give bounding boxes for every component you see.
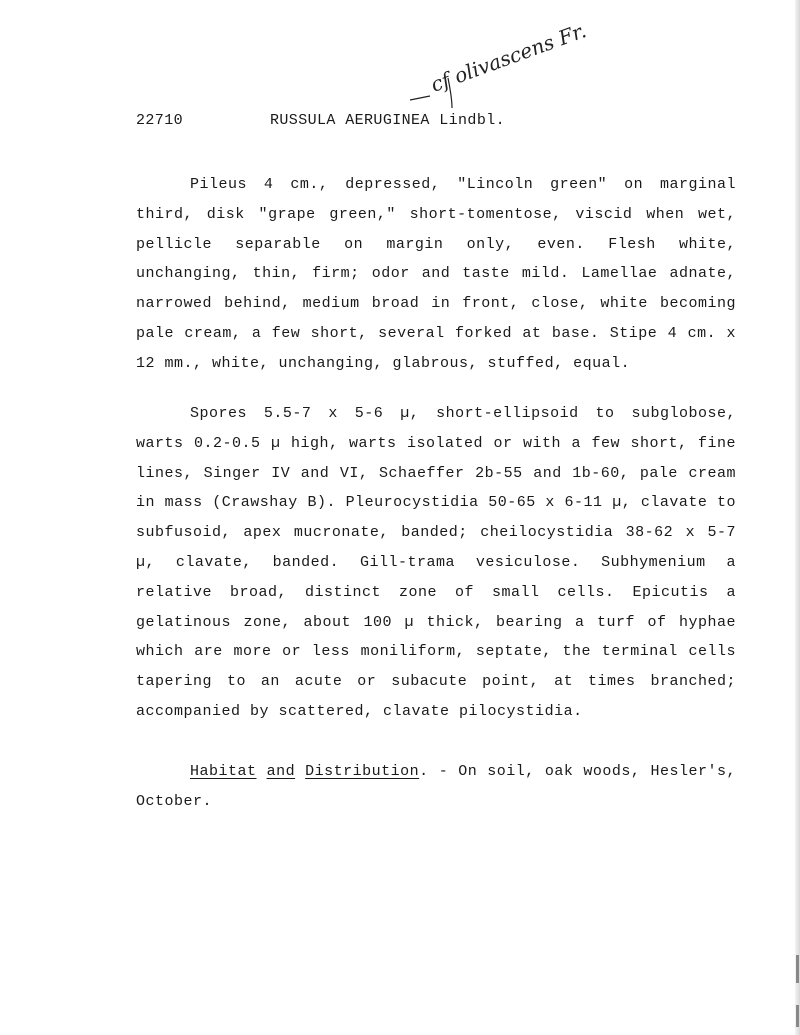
accession-number: 22710 xyxy=(136,112,184,129)
species-title: RUSSULA AERUGINEA Lindbl. xyxy=(270,112,506,129)
handwritten-annotation-text: cf olivascens Fr. xyxy=(427,18,590,97)
handwritten-annotation xyxy=(408,18,628,108)
scan-edge-mark xyxy=(796,1005,799,1027)
microscopy-paragraph: Spores 5.5-7 x 5-6 µ, short-ellipsoid to subglobose, warts 0.2-0.5 µ high, warts isolated or with a few short, fine lines, Singer IV and VI, Schaeffer 2b-55 and 1b-60, pale cream in mass (Crawshay B). Pleurocystidia 50-65 x 6-11 µ, clavate to subfusoid, apex mucronate, banded; cheilocystidia 38-62 x 5-7 µ, clavate, banded. Gill-trama vesiculose. Subhymenium a relative broad, distinct zone of small cells. Epicutis a gelatinous zone, about 100 µ thick, bearing a turf of hyphae which are more or less moniliform, septate, the terminal cells tapering to an acute or subacute point, at times branched; accompanied by scattered, clavate pilocystidia. xyxy=(136,405,736,720)
document-header xyxy=(136,112,736,136)
habitat-paragraph xyxy=(136,757,736,817)
habitat-heading-and: and xyxy=(266,763,296,780)
handwritten-annotation-graphic xyxy=(408,18,628,108)
habitat-text: . - On soil, oak woods, Hesler's, October. xyxy=(136,763,736,810)
habitat-heading-distribution: Distribution xyxy=(305,763,420,780)
description-paragraph: Pileus 4 cm., depressed, "Lincoln green" on marginal third, disk "grape green," short-tomentose, viscid when wet, pellicle separable on margin only, even. Flesh white, unchanging, thin, firm; odor and taste mild. Lamellae adnate, narrowed behind, medium broad in front, close, white becoming pale cream, a few short, several forked at base. Stipe 4 cm. x 12 mm., white, unchanging, glabrous, stuffed, equal. xyxy=(136,176,736,372)
scan-edge-shadow xyxy=(795,0,800,1035)
habitat-heading-word: Habitat xyxy=(190,763,257,780)
scan-edge-mark xyxy=(796,955,799,983)
